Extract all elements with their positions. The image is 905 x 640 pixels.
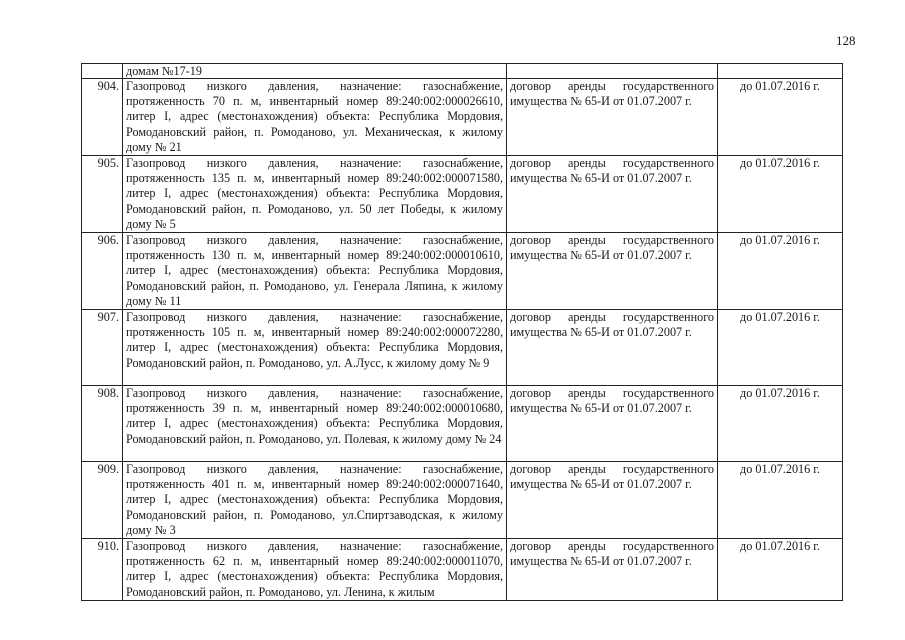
row-description-cell: Газопровод низкого давления, назначение: газоснабжение, протяженность 130 п. м, инвентарный номер 89:240:002:000010610, литер I, адрес (местонахождения) объекта: Республика Мордовия, Ромодановский район, п. Ромоданово, ул. Генерала Ляпина, к жилому дому № 11 — [123, 233, 507, 310]
row-term-cell: до 01.07.2016 г. — [718, 386, 843, 462]
row-number-cell: 904. — [82, 79, 123, 156]
table-row — [82, 462, 843, 539]
row-basis-cell: договор аренды государственного имущества № 65-И от 01.07.2007 г. — [507, 462, 718, 539]
row-basis-cell: договор аренды государственного имущества № 65-И от 01.07.2007 г. — [507, 386, 718, 462]
row-description-cell: Газопровод низкого давления, назначение: газоснабжение, протяженность 62 п. м, инвентарный номер 89:240:002:000011070, литер I, адрес (местонахождения) объекта: Республика Мордовия, Ромодановский район, п. Ромоданово, ул. Ленина, к жилым — [123, 539, 507, 601]
row-description-cell: Газопровод низкого давления, назначение: газоснабжение, протяженность 39 п. м, инвентарный номер 89:240:002:000010680, литер I, адрес (местонахождения) объекта: Республика Мордовия, Ромодановский район, п. Ромоданово, ул. Полевая, к жилому дому № 24 — [123, 386, 507, 462]
row-basis-cell: договор аренды государственного имущества № 65-И от 01.07.2007 г. — [507, 310, 718, 386]
page-number: 128 — [836, 33, 856, 48]
row-term-cell: до 01.07.2016 г. — [718, 462, 843, 539]
row-number-cell: 906. — [82, 233, 123, 310]
row-term-cell — [718, 64, 843, 79]
registry-table — [81, 63, 843, 601]
row-term-cell: до 01.07.2016 г. — [718, 539, 843, 601]
row-term-cell: до 01.07.2016 г. — [718, 156, 843, 233]
table-row-continuation — [82, 64, 843, 79]
row-number-cell — [82, 64, 123, 79]
row-description-cell: Газопровод низкого давления, назначение: газоснабжение, протяженность 70 п. м, инвентарный номер 89:240:002:000026610, литер I, адрес (местонахождения) объекта: Республика Мордовия, Ромодановский район, п. Ромоданово, ул. Механическая, к жилому дому № 21 — [123, 79, 507, 156]
row-description-cell: Газопровод низкого давления, назначение: газоснабжение, протяженность 105 п. м, инвентарный номер 89:240:002:000072280, литер I, адрес (местонахождения) объекта: Республика Мордовия, Ромодановский район, п. Ромоданово, ул. А.Лусс, к жилому дому № 9 — [123, 310, 507, 386]
row-basis-cell: договор аренды государственного имущества № 65-И от 01.07.2007 г. — [507, 156, 718, 233]
row-number-cell: 909. — [82, 462, 123, 539]
table-row — [82, 233, 843, 310]
row-basis-cell — [507, 64, 718, 79]
table-row — [82, 79, 843, 156]
row-basis-cell: договор аренды государственного имущества № 65-И от 01.07.2007 г. — [507, 79, 718, 156]
row-number-cell: 905. — [82, 156, 123, 233]
row-number-cell: 908. — [82, 386, 123, 462]
row-number-cell: 910. — [82, 539, 123, 601]
row-term-cell: до 01.07.2016 г. — [718, 233, 843, 310]
table-row — [82, 539, 843, 601]
row-description-cell: Газопровод низкого давления, назначение: газоснабжение, протяженность 401 п. м, инвентарный номер 89:240:002:000071640, литер I, адрес (местонахождения) объекта: Республика Мордовия, Ромодановский район, п. Ромоданово, ул.Спиртзаводская, к жилому дому № 3 — [123, 462, 507, 539]
row-term-cell: до 01.07.2016 г. — [718, 79, 843, 156]
row-basis-cell: договор аренды государственного имущества № 65-И от 01.07.2007 г. — [507, 539, 718, 601]
row-description-cell: Газопровод низкого давления, назначение: газоснабжение, протяженность 135 п. м, инвентарный номер 89:240:002:000071580, литер I, адрес (местонахождения) объекта: Республика Мордовия, Ромодановский район, п. Ромоданово, ул. 50 лет Победы, к жилому дому № 5 — [123, 156, 507, 233]
row-number-cell: 907. — [82, 310, 123, 386]
table-row — [82, 156, 843, 233]
row-basis-cell: договор аренды государственного имущества № 65-И от 01.07.2007 г. — [507, 233, 718, 310]
table-row — [82, 310, 843, 386]
row-description-cell: домам №17-19 — [123, 64, 507, 79]
table-row — [82, 386, 843, 462]
row-term-cell: до 01.07.2016 г. — [718, 310, 843, 386]
